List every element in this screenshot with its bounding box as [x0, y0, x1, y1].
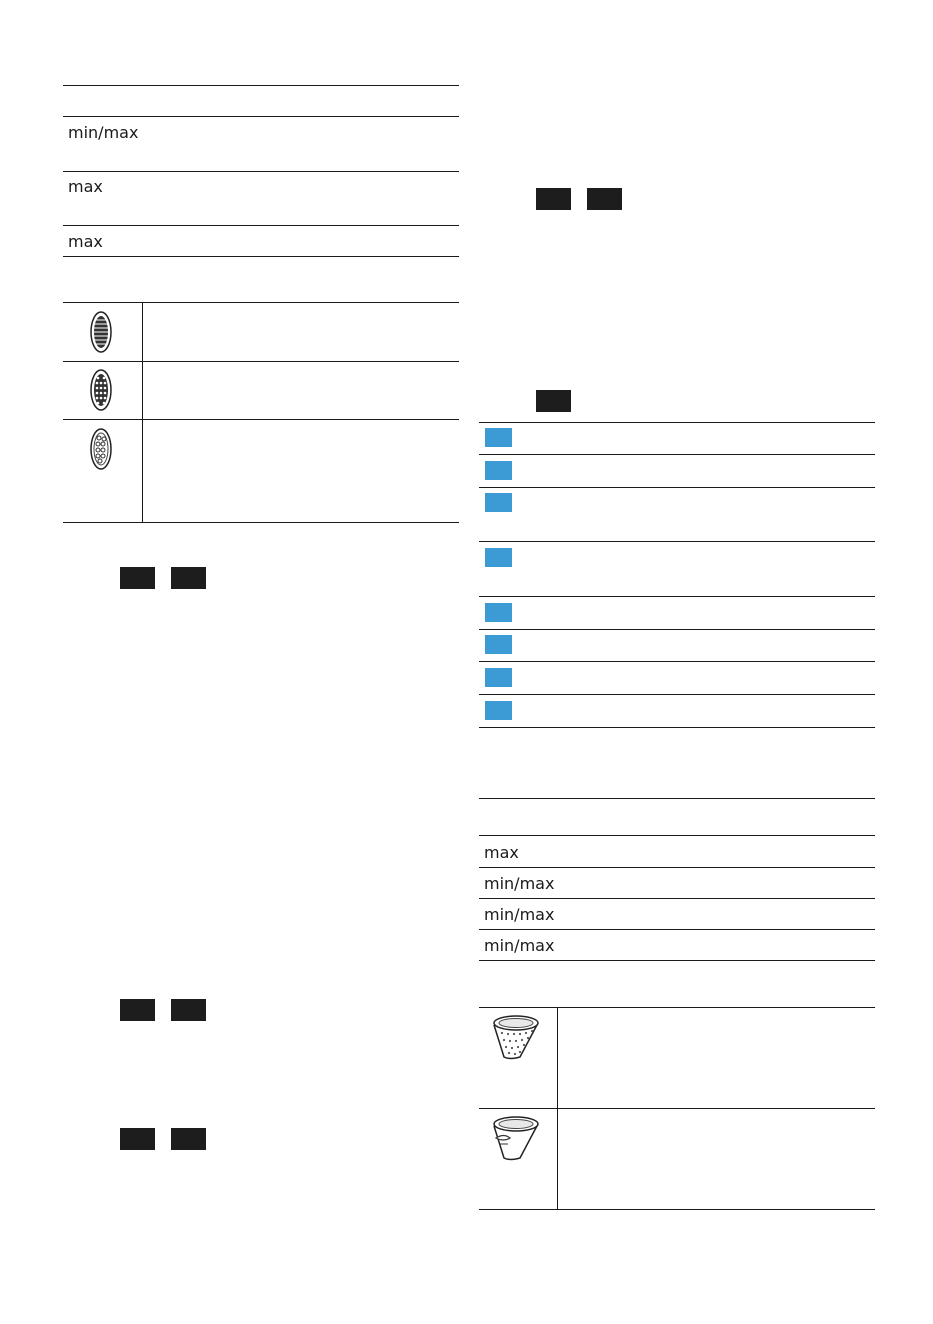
table-rule — [63, 85, 459, 86]
table-rule — [479, 1007, 875, 1008]
table-rule — [63, 419, 459, 420]
part-number-badge — [485, 548, 512, 567]
key-symbol — [171, 999, 206, 1021]
part-number-badge — [485, 668, 512, 687]
table-rule — [479, 422, 875, 423]
table-rule — [63, 256, 459, 257]
part-number-badge — [485, 603, 512, 622]
table-rule — [63, 522, 459, 523]
speed-label-min-max: min/max — [484, 936, 555, 955]
table-rule — [479, 960, 875, 961]
table-rule — [63, 225, 459, 226]
grating-drum-icon — [488, 1013, 544, 1061]
speed-label-min-max: min/max — [68, 123, 139, 142]
part-number-badge — [485, 461, 512, 480]
key-symbol — [171, 1128, 206, 1150]
table-rule — [479, 629, 875, 630]
part-number-badge — [485, 428, 512, 447]
key-symbol — [120, 567, 155, 589]
speed-label-min-max: min/max — [484, 874, 555, 893]
speed-label-min-max: min/max — [484, 905, 555, 924]
table-rule — [63, 361, 459, 362]
table-rule — [479, 661, 875, 662]
table-rule — [479, 727, 875, 728]
table-rule — [479, 487, 875, 488]
key-symbol — [120, 999, 155, 1021]
table-rule — [479, 798, 875, 799]
part-number-badge — [485, 635, 512, 654]
speed-label-max: max — [68, 232, 103, 251]
table-rule — [479, 694, 875, 695]
table-rule — [63, 171, 459, 172]
key-symbol — [171, 567, 206, 589]
table-rule — [479, 867, 875, 868]
table-rule — [479, 596, 875, 597]
key-symbol — [587, 188, 622, 210]
table-rule — [479, 1209, 875, 1210]
coarse-perforated-disc-icon — [88, 427, 114, 471]
table-rule — [63, 116, 459, 117]
table-rule — [479, 929, 875, 930]
part-number-badge — [485, 701, 512, 720]
table-rule — [479, 835, 875, 836]
table-rule — [479, 454, 875, 455]
medium-perforated-disc-icon — [88, 368, 114, 412]
table-rule — [479, 1108, 875, 1109]
table-rule — [63, 302, 459, 303]
fine-perforated-disc-icon — [88, 310, 114, 354]
part-number-badge — [485, 493, 512, 512]
table-column-divider — [142, 302, 143, 523]
speed-label-max: max — [484, 843, 519, 862]
speed-label-max: max — [68, 177, 103, 196]
key-symbol — [536, 188, 571, 210]
key-symbol — [536, 390, 571, 412]
table-rule — [479, 541, 875, 542]
slicing-drum-icon — [488, 1114, 544, 1162]
key-symbol — [120, 1128, 155, 1150]
table-rule — [479, 898, 875, 899]
